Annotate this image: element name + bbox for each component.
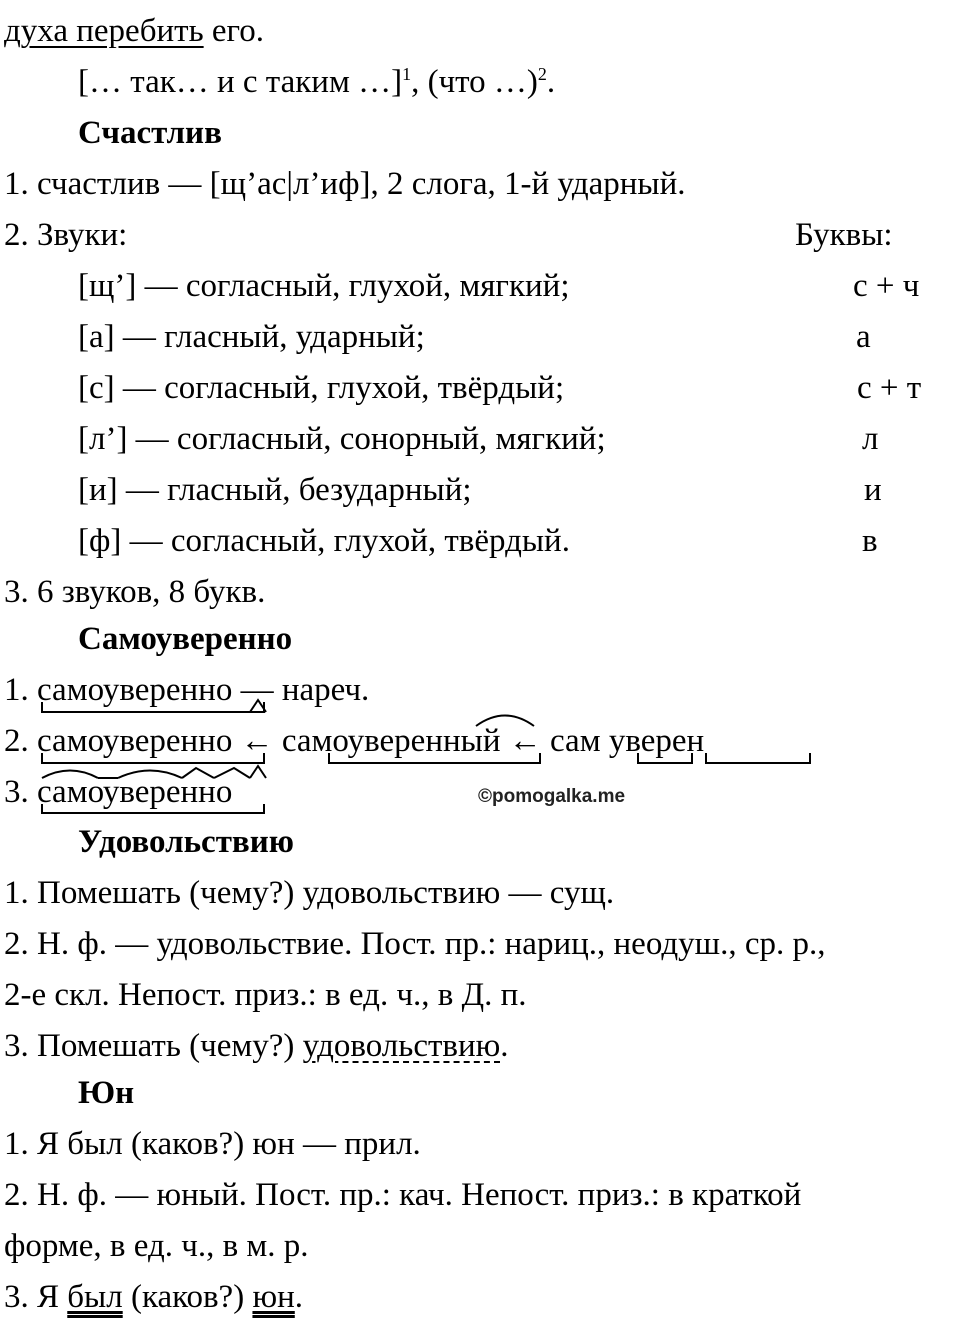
text-fragment: — нареч. <box>232 672 370 708</box>
text-line <box>4 767 232 818</box>
text-fragment: . <box>294 1279 304 1315</box>
word-analyzed: самоуверенно <box>37 672 233 708</box>
text-line <box>4 665 369 716</box>
scheme-part: [… так… и с таким …] <box>78 64 403 100</box>
sound-letters: а <box>856 319 871 355</box>
list-number: 1. <box>4 672 37 708</box>
text-line-top <box>4 6 264 57</box>
text-fragment: . <box>500 1028 509 1064</box>
sentence-scheme <box>78 57 555 108</box>
text-fragment: (каков?) <box>122 1279 253 1315</box>
text-line: 2. Н. ф. — удовольствие. Пост. пр.: нариц., неодуш., ср. р., <box>4 926 826 962</box>
text-line: 3. 6 звуков, 8 букв. <box>4 574 266 610</box>
sound-letters: с + ч <box>853 268 920 304</box>
sound-row: [л’] — согласный, сонорный, мягкий; <box>78 421 606 457</box>
text-fragment <box>601 723 609 759</box>
double-underline-word: юн <box>252 1279 295 1315</box>
scheme-part: . <box>546 64 556 100</box>
sound-row: [с] — согласный, глухой, твёрдый; <box>78 370 565 406</box>
text-fragment: 3. Помешать (чему?) <box>4 1028 303 1064</box>
section-title: Юн <box>78 1075 135 1111</box>
word-derivation: самоуверенный <box>281 723 501 759</box>
text-line: 2. Звуки: <box>4 217 128 253</box>
arrow: ← <box>232 723 282 759</box>
word-derivation: уверен <box>608 723 705 759</box>
sound-letters: с + т <box>857 370 922 406</box>
sound-letters: л <box>862 421 879 457</box>
scheme-sup: 1 <box>402 64 412 84</box>
scheme-part: , (что …) <box>411 64 538 100</box>
text-line: 2-е скл. Непост. приз.: в ед. ч., в Д. п. <box>4 977 527 1013</box>
text-line: 1. Помешать (чему?) удовольствию — сущ. <box>4 875 615 911</box>
text-line: 1. счастлив — [щ’ас|л’иф], 2 слога, 1-й ударный. <box>4 166 686 202</box>
section-title: Счастлив <box>78 115 222 151</box>
suffix-mark <box>250 766 266 778</box>
watermark: ©pomogalka.me <box>478 786 626 807</box>
list-number: 3. <box>4 774 37 810</box>
underlined-predicate: духа перебить <box>4 13 204 49</box>
text-line: 1. Я был (каков?) юн — прил. <box>4 1126 421 1162</box>
sound-letters: в <box>862 523 878 559</box>
section-title: Удовольствию <box>78 824 294 860</box>
text-line <box>4 716 704 767</box>
sound-row: [ф] — согласный, глухой, твёрдый. <box>78 523 570 559</box>
text-line <box>4 1272 303 1323</box>
text-line: 2. Н. ф. — юный. Пост. пр.: кач. Непост. приз.: в краткой <box>4 1177 802 1213</box>
sound-row: [а] — гласный, ударный; <box>78 319 425 355</box>
word-analyzed: самоуверенно <box>37 774 233 810</box>
stem-bracket <box>706 753 810 763</box>
double-underline-word: был <box>67 1279 123 1315</box>
sound-row: [щ’] — согласный, глухой, мягкий; <box>78 268 570 304</box>
word-derivation: сам <box>550 723 601 759</box>
text-line: форме, в ед. ч., в м. р. <box>4 1228 309 1264</box>
sound-letters: и <box>864 472 882 508</box>
text-fragment: 3. Я <box>4 1279 68 1315</box>
word-analyzed: самоуверенно <box>37 723 233 759</box>
text-line <box>4 1021 509 1072</box>
text-fragment: его. <box>203 13 265 49</box>
arrow: ← <box>500 723 550 759</box>
dotted-underline-word: удовольствию <box>302 1028 501 1064</box>
list-number: 2. <box>4 723 37 759</box>
section-title: Самоуверенно <box>78 621 293 657</box>
sound-row: [и] — гласный, безударный; <box>78 472 472 508</box>
scheme-sup: 2 <box>537 64 547 84</box>
letters-header: Буквы: <box>795 217 893 253</box>
